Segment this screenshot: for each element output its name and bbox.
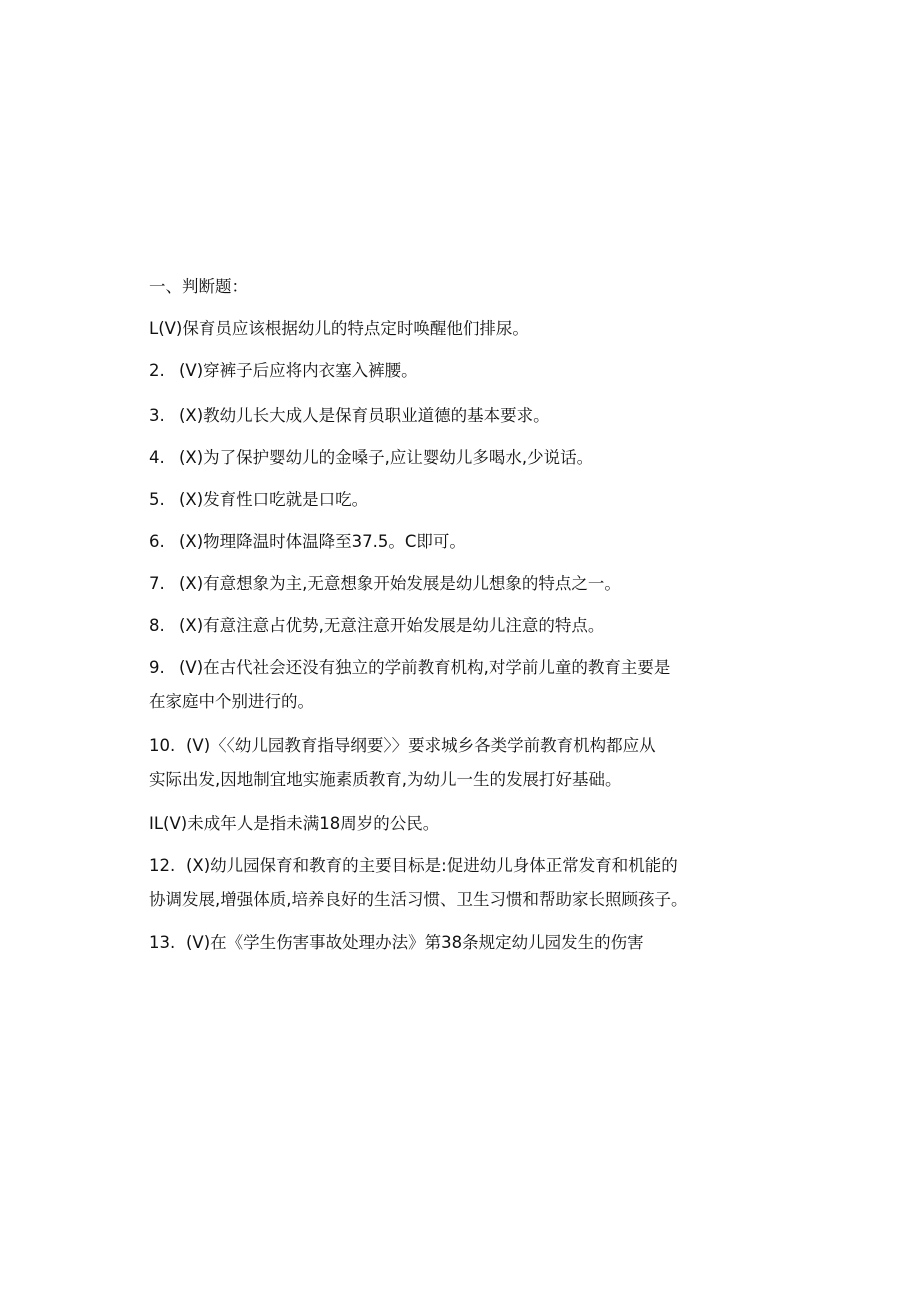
question-number: 9.	[149, 658, 165, 677]
question-item-6	[149, 531, 466, 553]
question-item-12	[149, 855, 678, 877]
question-number: 8.	[149, 616, 165, 635]
question-number: 12.	[149, 856, 176, 875]
question-item-2	[149, 360, 418, 382]
question-item-10	[149, 735, 656, 757]
question-text: (X)物理降温时体温降至37.5。C即可。	[179, 532, 466, 551]
question-text: (X)为了保护婴幼儿的金嗓子,应让婴幼儿多喝水,少说话。	[179, 448, 594, 467]
question-text: (V)在古代社会还没有独立的学前教育机构,对学前儿童的教育主要是	[179, 658, 671, 677]
section-heading: 一、判断题：	[149, 277, 248, 296]
question-text: (V)在《学生伤害事故处理办法》第38条规定幼儿园发生的伤害	[186, 933, 644, 952]
question-number: 7.	[149, 574, 165, 593]
question-item-11	[149, 813, 439, 835]
question-text: (X)有意注意占优势,无意注意开始发展是幼儿注意的特点。	[179, 616, 605, 635]
question-item-5	[149, 489, 368, 511]
question-number: 13.	[149, 933, 176, 952]
question-text: (X)幼儿园保育和教育的主要目标是:促进幼儿身体正常发育和机能的	[186, 856, 678, 875]
question-item-8	[149, 615, 604, 637]
question-text: L(V)保育员应该根据幼儿的特点定时唤醒他们排尿。	[149, 319, 529, 338]
question-number: 4.	[149, 448, 165, 467]
question-number: 2.	[149, 361, 165, 380]
question-text: (V)穿裤子后应将内衣塞入裤腰。	[179, 361, 418, 380]
question-item-13	[149, 932, 644, 954]
question-item-9-continuation: 在家庭中个别进行的。	[149, 692, 314, 711]
question-number: 5.	[149, 490, 165, 509]
question-number: 6.	[149, 532, 165, 551]
question-item-10-continuation: 实际出发,因地制宜地实施素质教育,为幼儿一生的发展打好基础。	[149, 770, 622, 789]
question-number: 10.	[149, 736, 176, 755]
question-item-4	[149, 447, 593, 469]
question-item-3	[149, 405, 550, 427]
question-item-12-continuation: 协调发展,增强体质,培养良好的生活习惯、卫生习惯和帮助家长照顾孩子。	[149, 890, 688, 909]
question-text: (V)〈〈幼儿园教育指导纲要〉〉要求城乡各类学前教育机构都应从	[186, 736, 656, 755]
question-text: (X)有意想象为主,无意想象开始发展是幼儿想象的特点之一。	[179, 574, 621, 593]
question-text: (X)发育性口吃就是口吃。	[179, 490, 369, 509]
question-text: IL(V)未成年人是指未满18周岁的公民。	[149, 814, 440, 833]
question-number: 3.	[149, 406, 165, 425]
question-item-7	[149, 573, 621, 595]
question-item-9	[149, 657, 670, 679]
question-item-1	[149, 318, 529, 340]
question-text: (X)教幼儿长大成人是保育员职业道德的基本要求。	[179, 406, 550, 425]
